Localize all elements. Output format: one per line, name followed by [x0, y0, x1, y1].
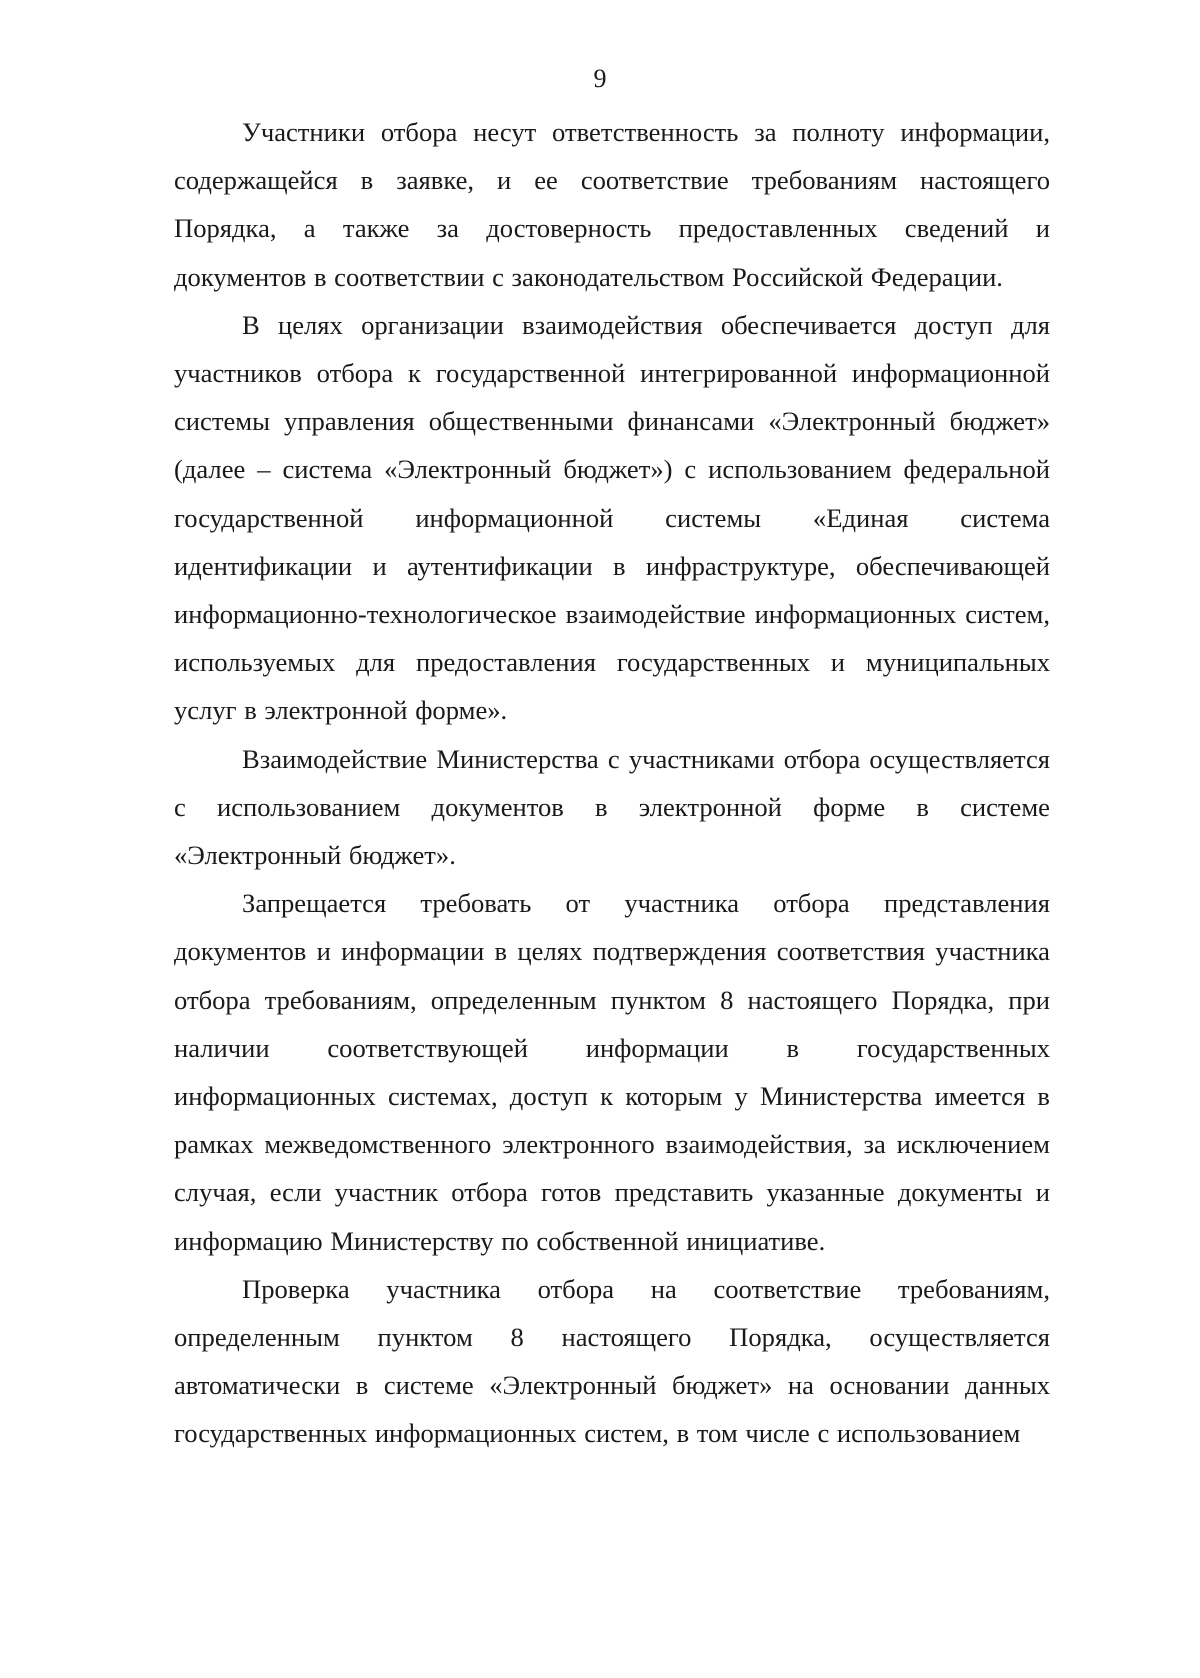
- page-number: 9: [593, 64, 607, 93]
- document-body: [174, 108, 1050, 1458]
- paragraph-verification: Проверка участника отбора на соответствие требованиям, определенным пунктом 8 настоящего Порядка, осуществляется автоматически в системе «Электронный бюджет» на основании данных государственных информационных систем, в том числе с использованием: [174, 1273, 1050, 1449]
- paragraph-ministry-interaction: Взаимодействие Министерства с участниками отбора осуществляется с использованием документов в электронной форме в системе «Электронный бюджет».: [174, 743, 1050, 871]
- paragraph-system-access: В целях организации взаимодействия обеспечивается доступ для участников отбора к государственной интегрированной информационной системы управления общественными финансами «Электронный бюджет» (далее – система «Электронный бюджет») с использованием федеральной государственной информационной системы «Единая система идентификации и аутентификации в инфраструктуре, обеспечивающей информационно-технологическое взаимодействие информационных систем, используемых для предоставления государственных и муниципальных услуг в электронной форме».: [174, 309, 1050, 726]
- paragraph-prohibition: Запрещается требовать от участника отбора представления документов и информации в целях подтверждения соответствия участника отбора требованиям, определенным пунктом 8 настоящего Порядка, при наличии соответствующей информации в государственных информационных системах, доступ к которым у Министерства имеется в рамках межведомственного электронного взаимодействия, за исключением случая, если участник отбора готов представить указанные документы и информацию Министерству по собственной инициативе.: [174, 888, 1050, 1256]
- paragraph-responsibility: Участники отбора несут ответственность за полноту информации, содержащейся в заявке, и ее соответствие требованиям настоящего Порядка, а также за достоверность предоставленных сведений и документов в соответствии с законодательством Российской Федерации.: [174, 117, 1050, 292]
